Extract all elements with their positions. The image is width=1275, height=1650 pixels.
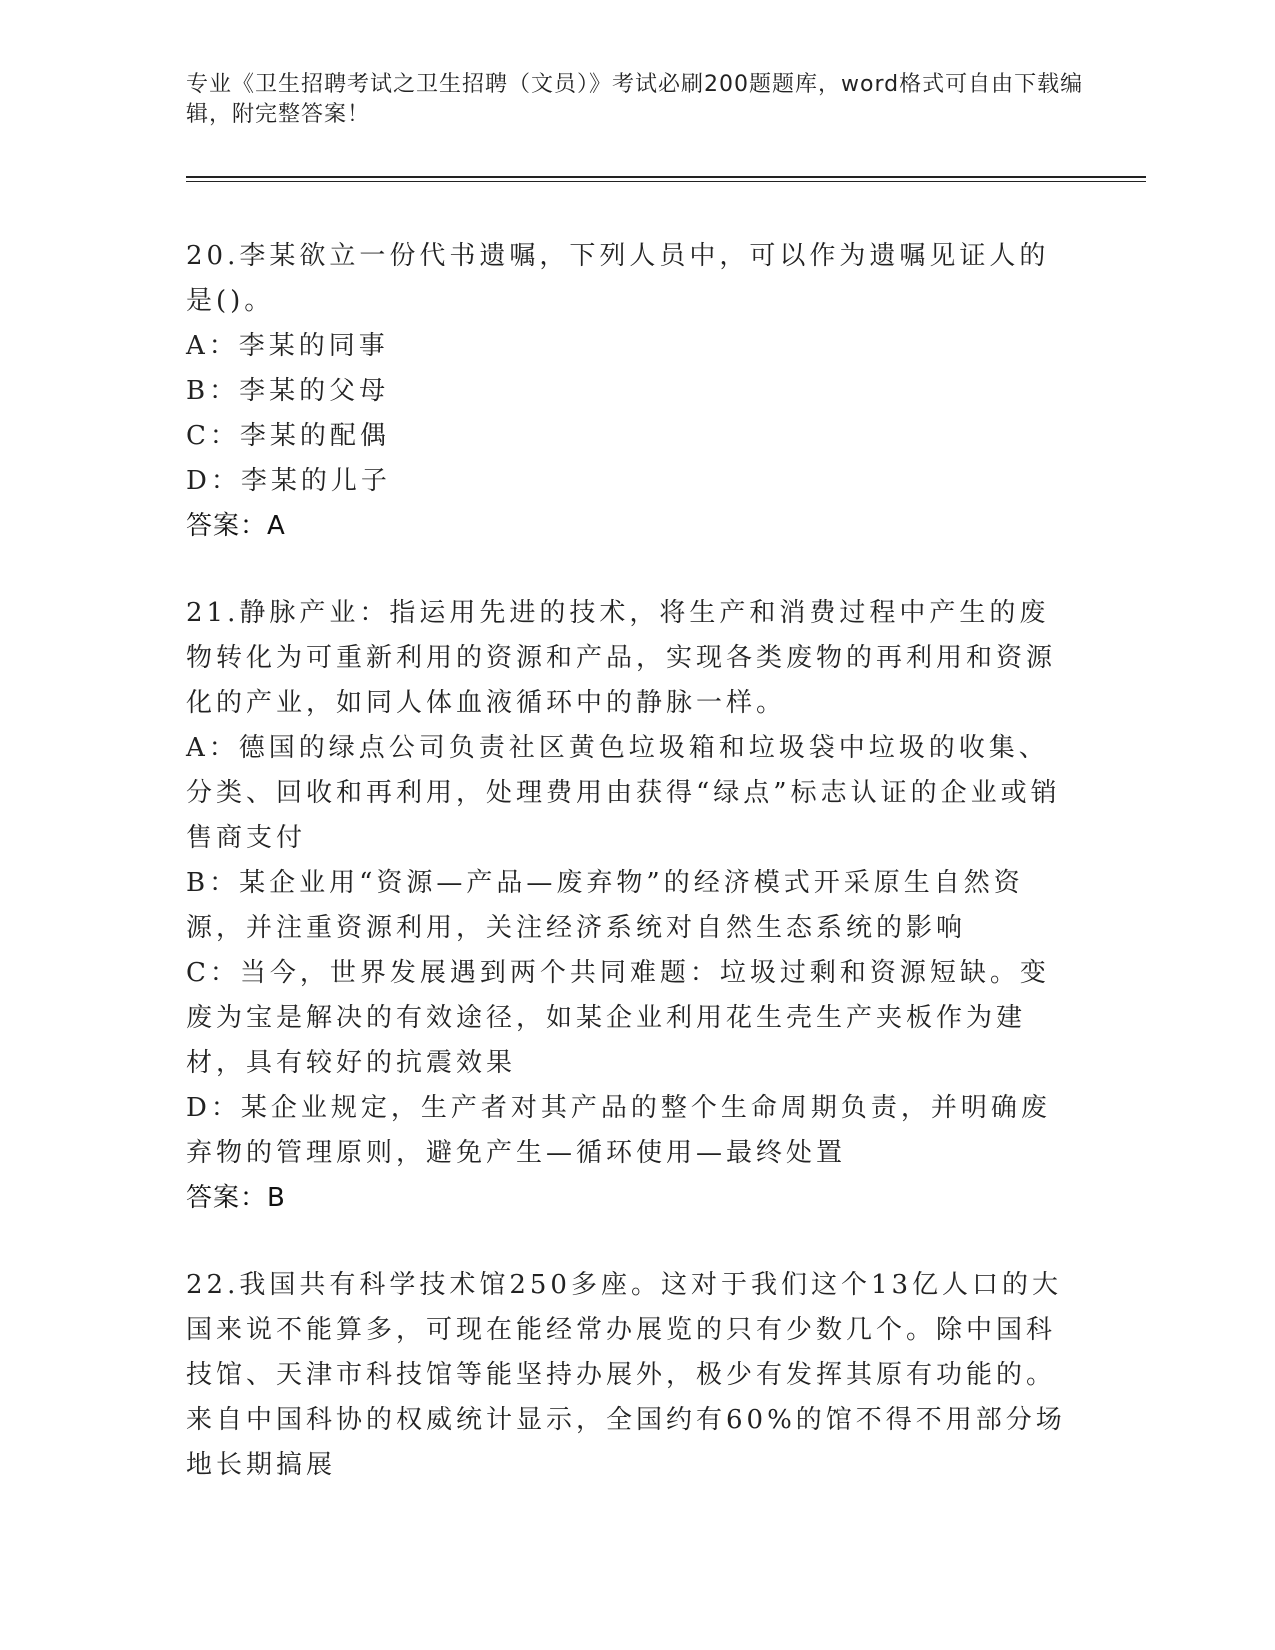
question-21	[186, 591, 1071, 1221]
option-a: A：李某的同事	[186, 331, 389, 361]
option-b: B：某企业用“资源—产品—废弃物”的经济模式开采原生自然资源，并注重资源利用，关注经济系统对自然生态系统的影响	[186, 868, 1024, 943]
header-divider-thin	[186, 181, 1146, 182]
option-a: A：德国的绿点公司负责社区黄色垃圾箱和垃圾袋中垃圾的收集、分类、回收和再利用，处理费用由获得“绿点”标志认证的企业或销售商支付	[186, 733, 1061, 853]
answer-label: 答案：A	[186, 511, 286, 541]
header-divider	[186, 176, 1146, 178]
question-stem: 21.静脉产业：指运用先进的技术，将生产和消费过程中产生的废物转化为可重新利用的资源和产品，实现各类废物的再利用和资源化的产业，如同人体血液循环中的静脉一样。	[186, 598, 1057, 718]
option-c: C：当今，世界发展遇到两个共同难题：垃圾过剩和资源短缺。变废为宝是解决的有效途径，如某企业利用花生壳生产夹板作为建材，具有较好的抗震效果	[186, 958, 1050, 1078]
question-22	[186, 1263, 1071, 1488]
option-d: D：李某的儿子	[186, 466, 391, 496]
option-c: C：李某的配偶	[186, 421, 390, 451]
answer-label: 答案：B	[186, 1183, 286, 1213]
document-header: 专业《卫生招聘考试之卫生招聘（文员）》考试必刷200题题库，word格式可自由下载编辑，附完整答案！	[186, 72, 1084, 127]
question-20	[186, 234, 1071, 549]
question-list	[186, 234, 1071, 1530]
option-b: B：李某的父母	[186, 376, 390, 406]
question-stem: 22.我国共有科学技术馆250多座。这对于我们这个13亿人口的大国来说不能算多，可现在能经常办展览的只有少数几个。除中国科技馆、天津市科技馆等能坚持办展外，极少有发挥其原有功能的。来自中国科协的权威统计显示，全国约有60%的馆不得不用部分场地长期搞展	[186, 1270, 1066, 1480]
question-stem: 20.李某欲立一份代书遗嘱，下列人员中，可以作为遗嘱见证人的是()。	[186, 241, 1050, 316]
option-d: D：某企业规定，生产者对其产品的整个生命周期负责，并明确废弃物的管理原则，避免产生—循环使用—最终处置	[186, 1093, 1051, 1168]
